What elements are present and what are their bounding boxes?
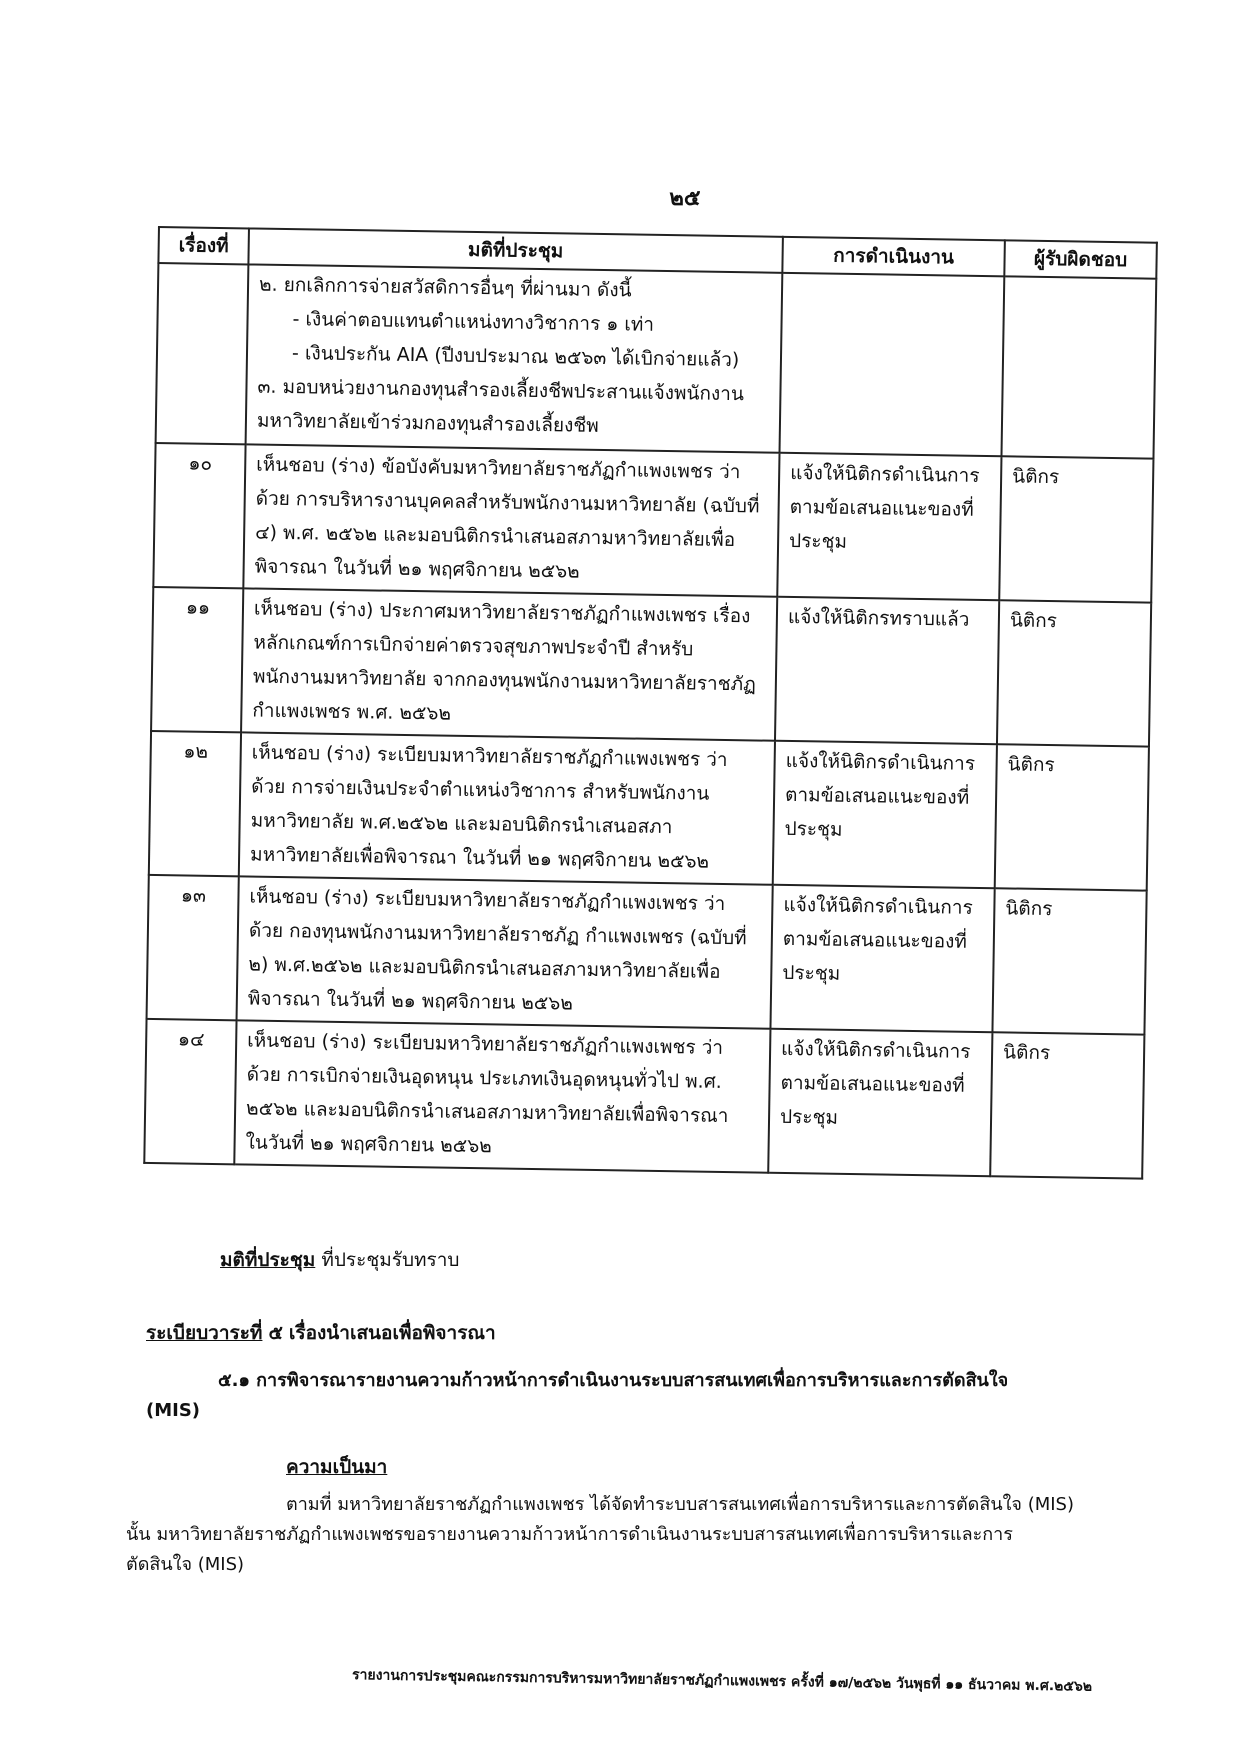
agenda-item-line: ๕.๑ การพิจารณารายงานความก้าวหน้าการดำเนินงานระบบสารสนเทศเพื่อการบริหารและการตัดสินใจ [218,1370,1009,1391]
cell-no: ๑๒ [149,731,241,876]
cell-no [156,263,249,444]
resolution-line: พิจารณา ในวันที่ ๒๑ พฤศจิกายน ๒๕๖๒ [254,555,580,583]
cell-no: ๑๑ [151,587,243,732]
table-row [151,587,1151,747]
agenda-item-line: (MIS) [146,1400,201,1421]
cell-resolution [239,732,775,884]
agenda-heading [146,1318,496,1348]
cell-no: ๑๐ [153,443,245,588]
cell-resolution [246,264,783,452]
header-action: การดำเนินงาน [782,237,1005,276]
resolution-line: - เงินค่าตอบแทนตำแหน่งทางวิชาการ ๑ เท่า [292,308,655,336]
resolution-statement [220,1245,459,1275]
cell-responsible: นิติกร [997,600,1151,746]
action-line: ประชุม [779,1105,839,1129]
cell-resolution [237,876,773,1028]
header-resolution: มติที่ประชุม [248,228,782,272]
cell-action [780,273,1005,456]
resolution-line: ด้วย กองทุนพนักงานมหาวิทยาลัยราชภัฏ กำแพงเพชร (ฉบับที่ [248,919,747,950]
resolution-line: ๒) พ.ศ.๒๕๖๒ และมอบนิติกรนำเสนอสภามหาวิทยาลัยเพื่อ [248,953,721,983]
resolution-line: เห็นชอบ (ร่าง) ประกาศมหาวิทยาลัยราชภัฏกำแพงเพชร เรื่อง [253,597,751,628]
cell-resolution [234,1020,770,1172]
background-line: ตามที่ มหาวิทยาลัยราชภัฏกำแพงเพชร ได้จัดทำระบบสารสนเทศเพื่อการบริหารและการตัดสินใจ (MIS) [286,1494,1075,1515]
cell-action [773,741,997,888]
action-line: แจ้งให้นิติกรดำเนินการ [783,893,973,919]
action-line: ประชุม [788,529,848,553]
table-row [144,1019,1144,1179]
resolution-line: หลักเกณฑ์การเบิกจ่ายค่าตรวจสุขภาพประจำปี สำหรับ [253,631,694,661]
action-line: ตามข้อเสนอแนะของที่ [784,783,970,809]
resolution-line: พนักงานมหาวิทยาลัย จากกองทุนพนักงานมหาวิทยาลัยราชภัฏ [252,665,757,696]
table-row [147,875,1147,1035]
cell-responsible: นิติกร [992,888,1146,1034]
header-no: เรื่องที่ [158,227,249,264]
action-line: ตามข้อเสนอแนะของที่ [780,1071,965,1097]
action-line: ประชุม [784,817,843,841]
table-row [153,443,1153,603]
table-row-continuation [156,263,1157,459]
agenda-title: เรื่องนำเสนอเพื่อพิจารณา [288,1322,496,1344]
resolution-line: ด้วย การบริหารงานบุคคลสำหรับพนักงานมหาวิทยาลัย (ฉบับที่ [255,487,760,518]
action-line: ตามข้อเสนอแนะของที่ [782,927,968,953]
cell-action [770,885,994,1032]
cell-resolution [241,588,777,740]
resolution-line: ๔) พ.ศ. ๒๕๖๒ และมอบนิติกรนำเสนอสภามหาวิทยาลัยเพื่อ [255,521,736,552]
resolution-line: - เงินประกัน AIA (ปีงบประมาณ ๒๕๖๓ ได้เบิกจ่ายแล้ว) [291,342,740,372]
page-number: ๒๕ [669,186,701,211]
cell-action [768,1029,992,1176]
cell-no: ๑๔ [144,1019,236,1164]
resolution-line: ด้วย การเบิกจ่ายเงินอุดหนุน ประเภทเงินอุดหนุนทั่วไป พ.ศ. [246,1063,722,1093]
resolution-line: ในวันที่ ๒๑ พฤศจิกายน ๒๕๖๒ [245,1131,492,1158]
resolution-line: พิจารณา ในวันที่ ๒๑ พฤศจิกายน ๒๕๖๒ [247,987,574,1015]
background-heading: ความเป็นมา [286,1456,388,1478]
resolution-line: มหาวิทยาลัยเพื่อพิจารณา ในวันที่ ๒๑ พฤศจิกายน ๒๕๖๒ [249,843,710,873]
agenda-number: ๕ [268,1322,283,1344]
page-footer: รายงานการประชุมคณะกรรมการบริหารมหาวิทยาลัยราชภัฏกำแพงเพชร ครั้งที่ ๑๗/๒๕๖๒ วันพุธที่ ๑๑ ธันวาคม พ.ศ.๒๕๖๒ [351,1667,1093,1695]
resolution-line: เห็นชอบ (ร่าง) ระเบียบมหาวิทยาลัยราชภัฏกำแพงเพชร ว่า [247,1029,724,1059]
resolution-line: เห็นชอบ (ร่าง) ระเบียบมหาวิทยาลัยราชภัฏกำแพงเพชร ว่า [249,885,726,915]
cell-responsible: นิติกร [995,744,1149,890]
cell-no: ๑๓ [147,875,239,1020]
resolution-line: กำแพงเพชร พ.ศ. ๒๕๖๒ [252,699,452,725]
action-line: ประชุม [782,961,841,985]
resolution-line: ๒๕๖๒ และมอบนิติกรนำเสนอสภามหาวิทยาลัยเพื่อพิจารณา [245,1097,729,1128]
background-line: ตัดสินใจ (MIS) [126,1554,245,1575]
cell-action [777,453,1001,600]
table-row [149,731,1149,891]
resolution-line: เห็นชอบ (ร่าง) ข้อบังคับมหาวิทยาลัยราชภัฏกำแพงเพชร ว่า [256,453,741,484]
resolution-line: เห็นชอบ (ร่าง) ระเบียบมหาวิทยาลัยราชภัฏกำแพงเพชร ว่า [251,741,728,772]
action-line: แจ้งให้นิติกรดำเนินการ [780,1037,971,1063]
cell-resolution [243,444,779,596]
resolution-line: ๓. มอบหน่วยงานกองทุนสำรองเลี้ยงชีพประสานแจ้งพนักงาน [257,375,745,406]
cell-action [775,597,999,744]
resolution-line: ๒. ยกเลิกการจ่ายสวัสดิการอื่นๆ ที่ผ่านมา ดังนี้ [258,273,632,302]
cell-responsible: นิติกร [990,1032,1144,1178]
action-line: แจ้งให้นิติกรดำเนินการ [790,461,980,487]
resolution-line: ด้วย การจ่ายเงินประจำตำแหน่งวิชาการ สำหรับพนักงาน [251,775,710,805]
resolution-line: มหาวิทยาลัย พ.ศ.๒๕๖๒ และมอบนิติกรนำเสนอสภา [250,809,673,839]
background-line: นั้น มหาวิทยาลัยราชภัฏกำแพงเพชรขอรายงานความก้าวหน้าการดำเนินงานระบบสารสนเทศเพื่อการบริหารและการ [126,1524,1013,1545]
resolution-line: มหาวิทยาลัยเข้าร่วมกองทุนสำรองเลี้ยงชีพ [256,409,599,437]
action-line: แจ้งให้นิติกรดำเนินการ [785,749,976,775]
action-line: ตามข้อเสนอแนะของที่ [789,495,974,521]
header-responsible: ผู้รับผิดชอบ [1004,240,1157,278]
resolution-text: ที่ประชุมรับทราบ [321,1249,460,1271]
cell-responsible [1001,276,1156,458]
cell-responsible: นิติกร [999,456,1153,602]
resolution-label: มติที่ประชุม [220,1249,316,1271]
agenda-label: ระเบียบวาระที่ [146,1322,263,1344]
action-line: แจ้งให้นิติกรทราบแล้ว [787,605,970,631]
resolutions-table [143,226,1158,1180]
